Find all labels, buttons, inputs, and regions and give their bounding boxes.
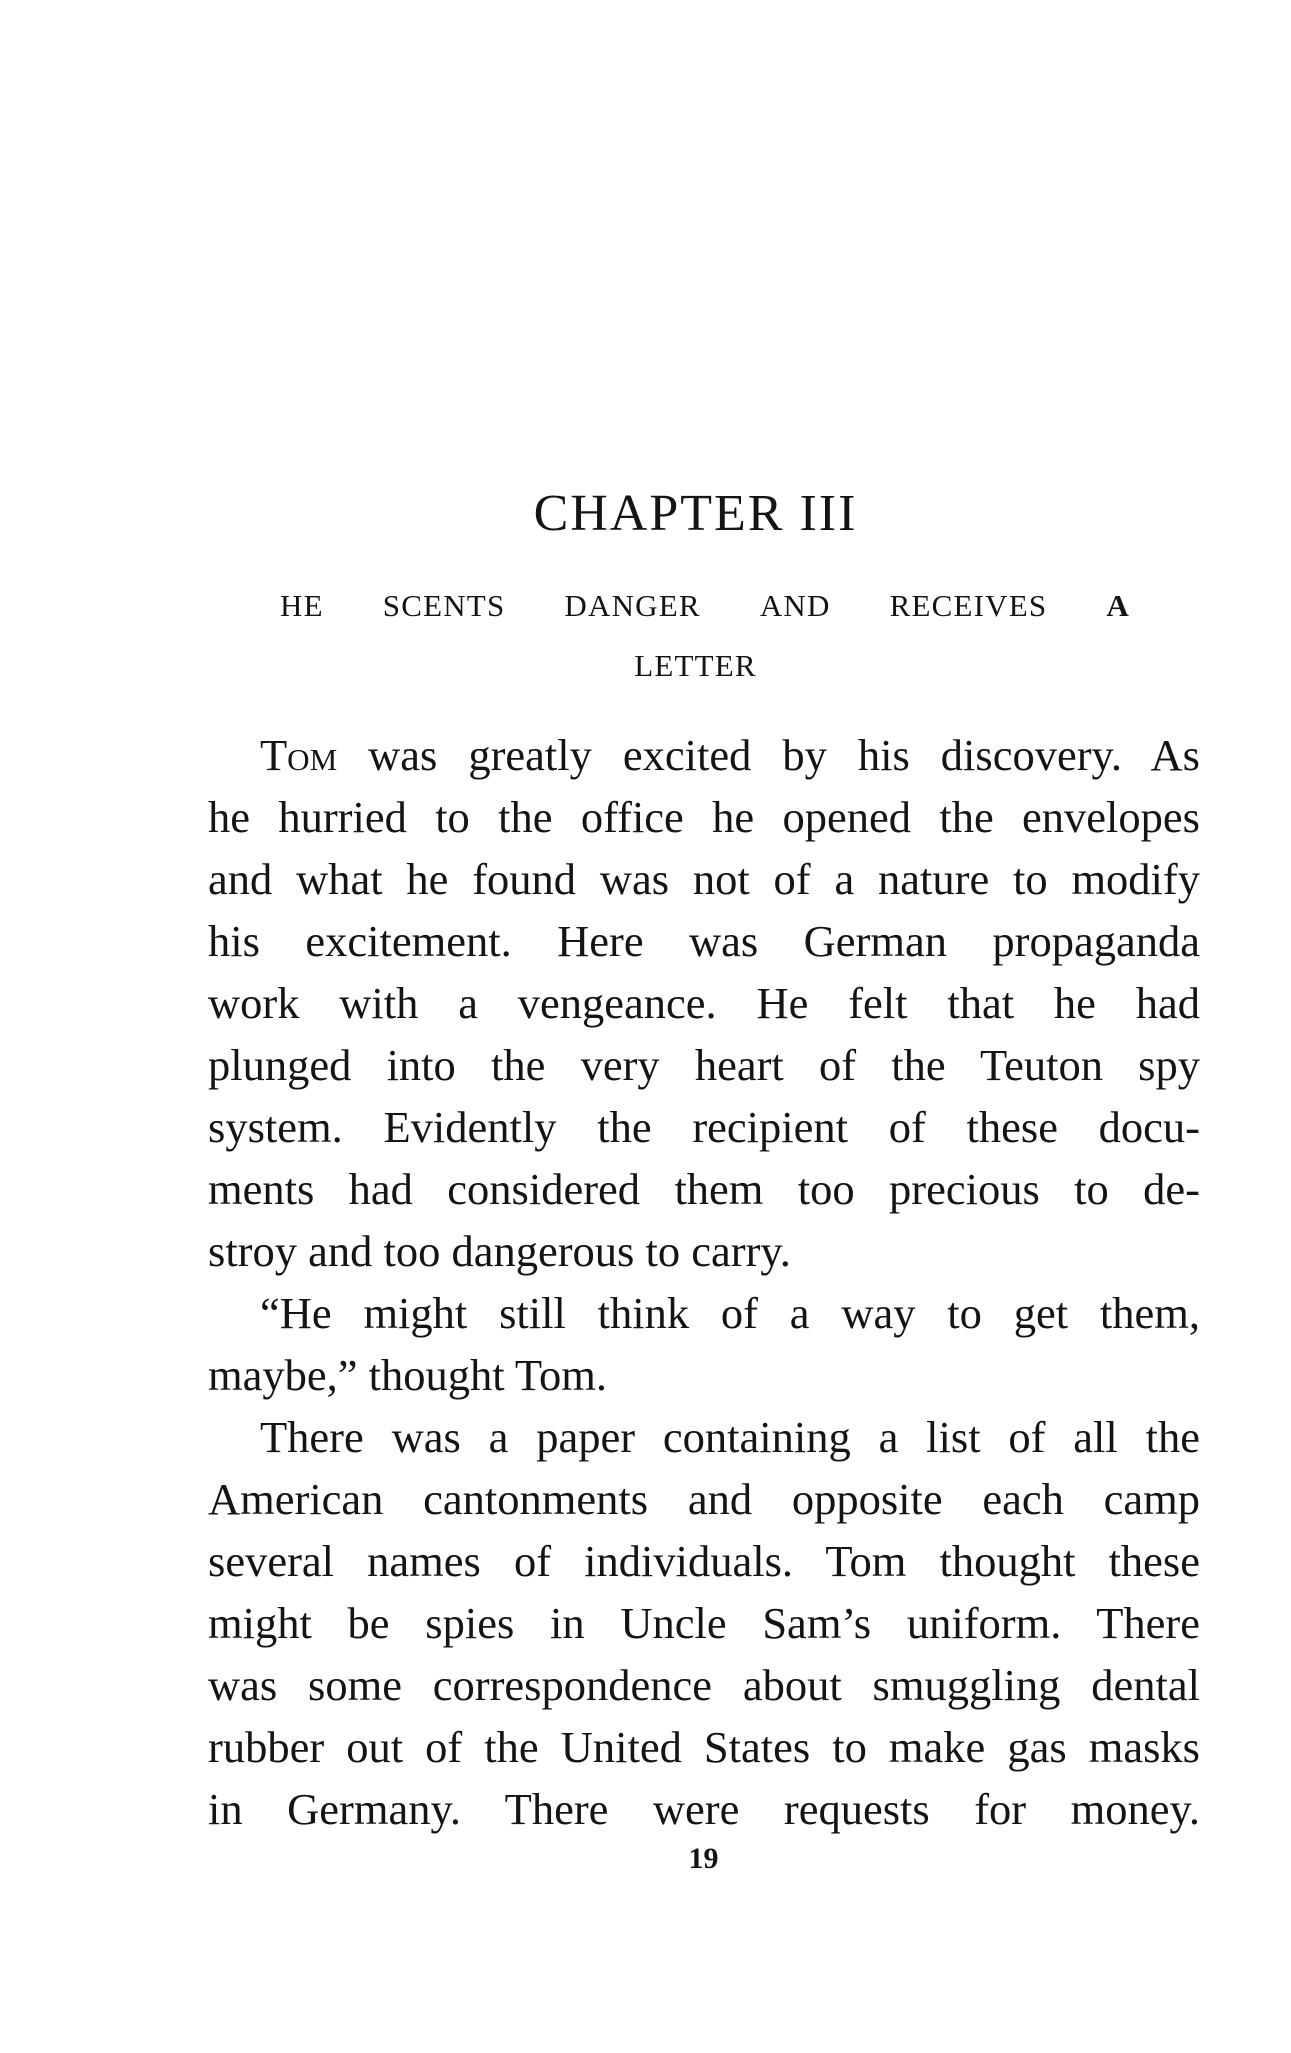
body-line <box>208 724 1200 786</box>
body-line: There was a paper containing a list of all the <box>260 1412 1200 1462</box>
subtitle-word: DANGER <box>564 588 701 623</box>
body-line: stroy and too dangerous to carry. <box>208 1226 791 1276</box>
chapter-title: CHAPTER III <box>533 485 858 542</box>
subtitle-word: SCENTS <box>382 588 506 623</box>
body-line: “He might still think of a way to get them, <box>260 1288 1200 1338</box>
body-line: might be spies in Uncle Sam’s uniform. There <box>208 1598 1200 1648</box>
body-line: ments had considered them too precious to de- <box>208 1164 1200 1214</box>
lead-word: Tom <box>260 730 338 780</box>
subtitle-word: RECEIVES <box>889 588 1048 623</box>
page-number: 19 <box>688 1842 719 1875</box>
body-line: American cantonments and opposite each camp <box>208 1474 1200 1524</box>
chapter-subtitle-line-2: LETTER <box>634 648 757 683</box>
subtitle-word: AND <box>759 588 831 623</box>
chapter-body <box>208 724 1200 1840</box>
chapter-subtitle-line-1 <box>280 590 1130 648</box>
body-line: he hurried to the office he opened the envelopes <box>208 792 1200 842</box>
chapter-subtitle <box>280 590 1130 648</box>
body-line: and what he found was not of a nature to modify <box>208 854 1200 904</box>
subtitle-word: A <box>1106 588 1130 623</box>
body-line: plunged into the very heart of the Teuton spy <box>208 1040 1200 1090</box>
body-line: work with a vengeance. He felt that he had <box>208 978 1200 1028</box>
line-text: was greatly excited by his discovery. As <box>337 730 1200 780</box>
body-line: was some correspondence about smuggling dental <box>208 1660 1200 1710</box>
body-line: in Germany. There were requests for money. <box>208 1784 1200 1834</box>
body-line: rubber out of the United States to make gas masks <box>208 1722 1200 1772</box>
body-line: his excitement. Here was German propaganda <box>208 916 1200 966</box>
body-line: maybe,” thought Tom. <box>208 1350 607 1400</box>
subtitle-word: HE <box>280 588 324 623</box>
body-line: several names of individuals. Tom thought these <box>208 1536 1200 1586</box>
body-line: system. Evidently the recipient of these docu- <box>208 1102 1200 1152</box>
